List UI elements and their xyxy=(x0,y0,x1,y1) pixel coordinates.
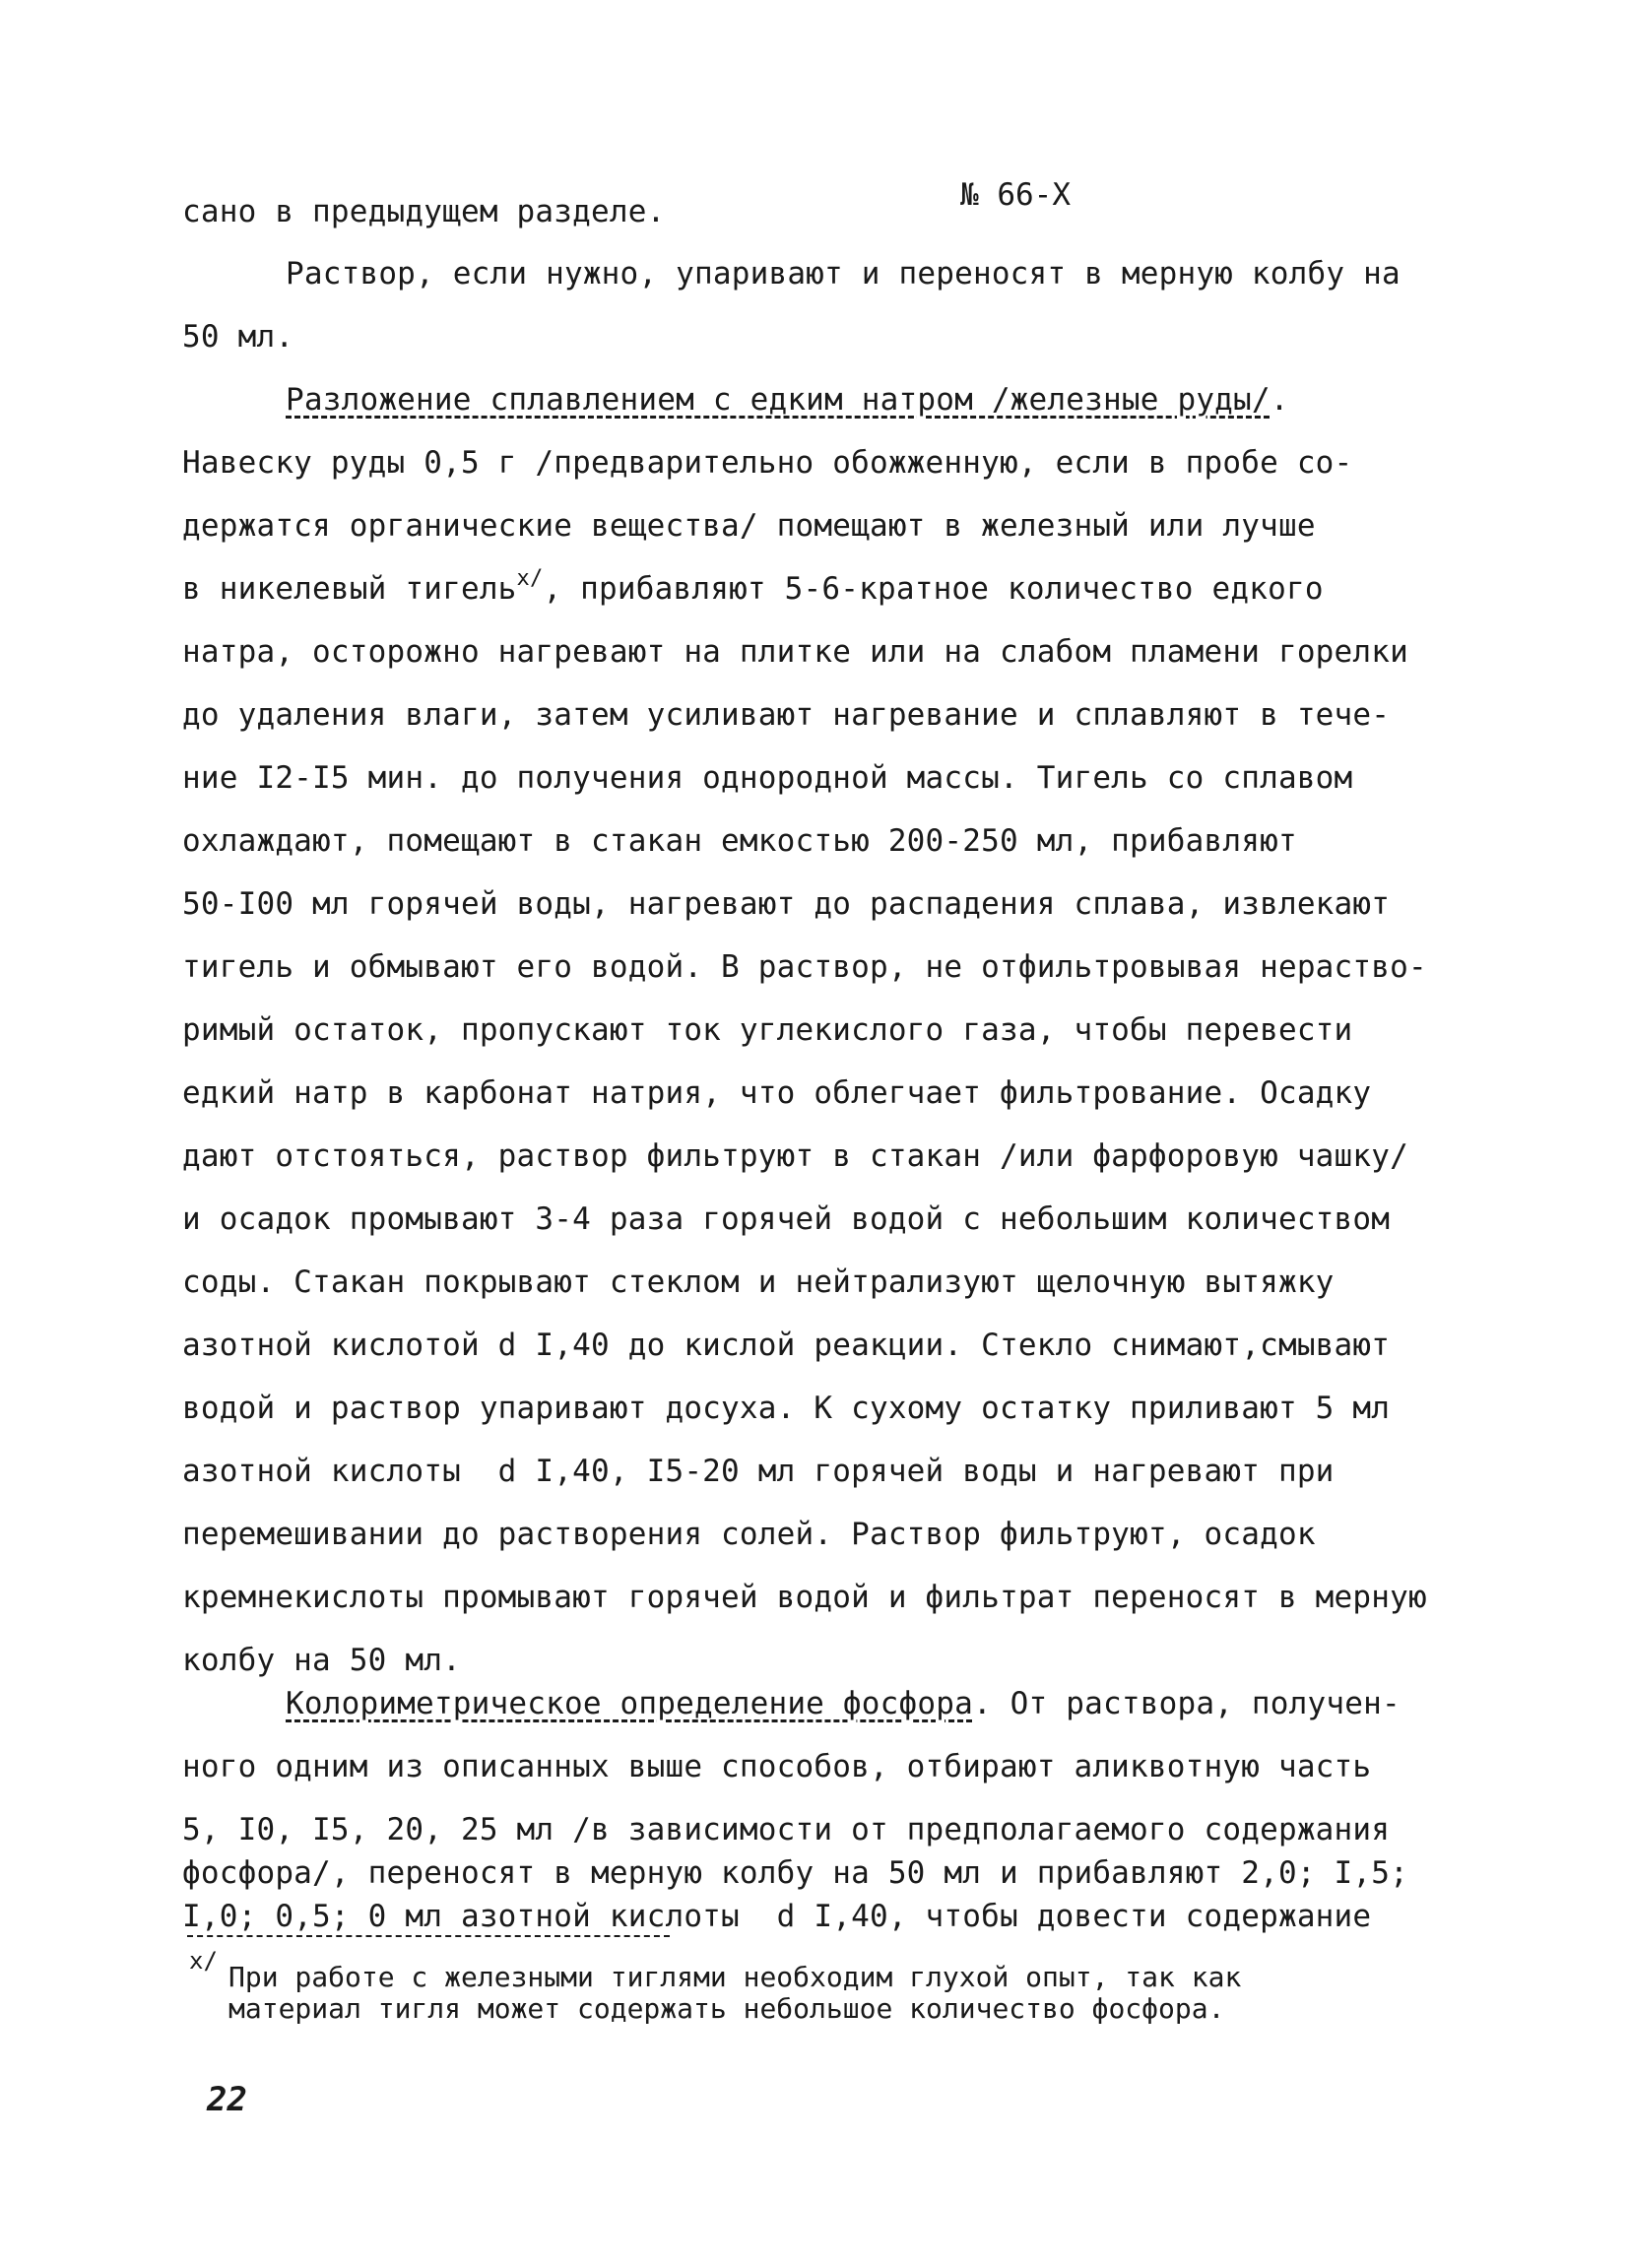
text-line: соды. Стакан покрывают стеклом и нейтрализуют щелочную вытяжку xyxy=(182,1264,1335,1300)
text-line: едкий натр в карбонат натрия, что облегчает фильтрование. Осадку xyxy=(182,1075,1372,1111)
text-line: водой и раствор упаривают досуха. К сухому остатку приливают 5 мл xyxy=(182,1391,1391,1426)
text-line: охлаждают, помещают в стакан емкостью 200-250 мл, прибавляют xyxy=(182,823,1297,859)
heading-period: . xyxy=(1270,382,1289,418)
text-line: 5, I0, I5, 20, 25 мл /в зависимости от предполагаемого содержания xyxy=(182,1812,1391,1847)
text-line: Навеску руды 0,5 г /предварительно обожженную, если в пробе со- xyxy=(182,445,1353,481)
text-line: кремнекислоты промывают горячей водой и фильтрат переносят в мерную xyxy=(182,1580,1427,1615)
section-heading: Разложение сплавлением с едким натром /железные руды/ xyxy=(286,382,1271,418)
section-heading-line xyxy=(286,1684,1401,1723)
text-line: тигель и обмывают его водой. В раствор, не отфильтровывая нераство- xyxy=(182,949,1427,985)
text-fragment: в никелевый тигель xyxy=(182,571,517,607)
text-line: фосфора/, переносят в мерную колбу на 50 мл и прибавляют 2,0; I,5; xyxy=(182,1855,1408,1891)
footnote-line: материал тигля может содержать небольшое количество фосфора. xyxy=(228,1992,1225,2025)
section-heading: Колориметрическое определение фосфора xyxy=(286,1686,973,1721)
text-line: Раствор, если нужно, упаривают и переносят в мерную колбу на xyxy=(286,256,1401,292)
text-line: и осадок промывают 3-4 раза горячей водой с небольшим количеством xyxy=(182,1201,1391,1237)
footnote-line: При работе с железными тиглями необходим глухой опыт, так как xyxy=(228,1961,1242,1993)
text-line: дают отстояться, раствор фильтруют в стакан /или фарфоровую чашку/ xyxy=(182,1138,1408,1174)
text-fragment: . От раствора, получен- xyxy=(972,1686,1401,1721)
text-line: ние I2-I5 мин. до получения однородной массы. Тигель со сплавом xyxy=(182,760,1353,796)
page-number: 22 xyxy=(207,2080,247,2119)
text-line: азотной кислоты d I,40, I5-20 мл горячей воды и нагревают при xyxy=(182,1454,1335,1489)
text-line: сано в предыдущем разделе. xyxy=(182,194,666,229)
text-line: I,0; 0,5; 0 мл азотной кислоты d I,40, чтобы довести содержание xyxy=(182,1899,1372,1934)
footnote-divider xyxy=(187,1935,670,1937)
text-line: ного одним из описанных выше способов, отбирают аликвотную часть xyxy=(182,1749,1372,1784)
text-line: 50 мл. xyxy=(182,319,294,355)
text-line: азотной кислотой d I,40 до кислой реакции. Стекло снимают,смывают xyxy=(182,1328,1391,1363)
document-number: № 66-Х xyxy=(960,177,1071,213)
text-line xyxy=(182,566,1324,609)
text-line: римый остаток, пропускают ток углекислого газа, чтобы перевести xyxy=(182,1012,1353,1048)
text-fragment: , прибавляют 5-6-кратное количество едкого xyxy=(543,571,1324,607)
footnote-reference: х/ xyxy=(516,566,544,591)
text-line: колбу на 50 мл. xyxy=(182,1643,461,1678)
text-line: натра, осторожно нагревают на плитке или на слабом пламени горелки xyxy=(182,634,1408,670)
section-heading-line xyxy=(286,380,1289,420)
text-line: 50-I00 мл горячей воды, нагревают до распадения сплава, извлекают xyxy=(182,886,1391,922)
text-line: держатся органические вещества/ помещают в железный или лучше xyxy=(182,508,1316,544)
text-line: до удаления влаги, затем усиливают нагревание и сплавляют в тече- xyxy=(182,697,1391,733)
text-line: перемешивании до растворения солей. Раствор фильтруют, осадок xyxy=(182,1517,1316,1552)
footnote-marker: х/ xyxy=(189,1947,218,1975)
